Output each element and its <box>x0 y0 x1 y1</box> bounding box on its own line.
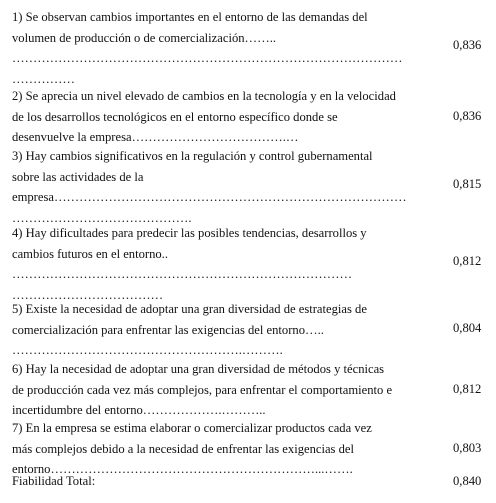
list-item-1-value: 0,836 <box>453 38 482 52</box>
list-item-3-value: 0,815 <box>453 177 482 191</box>
list-item-7-text: 7) En la empresa se estima elaborar o comercializar productos cada vez más complejos debido a la necesidad de enfrentar las exigencias del entorno………………………………………………………...……. <box>12 421 372 477</box>
list-item-2-value: 0,836 <box>453 109 482 123</box>
list-item-6-text: 6) Hay la necesidad de adoptar una gran diversidad de métodos y técnicas de producción cada vez más complejos, para enfrentar el comportamiento e incertidumbre del entorno……………….……….. <box>12 362 393 418</box>
list-item-1-text: 1) Se observan cambios importantes en el entorno de las demandas del volumen de producción o de comercialización…….. ………………………………………………………………………………… …………… <box>12 10 403 87</box>
total-reliability-label: Fiabilidad Total: <box>12 474 96 488</box>
list-item-5-text: 5) Existe la necesidad de adoptar una gran diversidad de estrategias de comercialización para enfrentar las exigencias del entorno….. ……………………………………………….………. <box>12 302 367 358</box>
list-item-6-value: 0,812 <box>453 382 482 396</box>
list-item-2-text: 2) Se aprecia un nivel elevado de cambios en la tecnología y en la velocidad de los desarrollos tecnológicos en el entorno específico donde se desenvuelve la empresa……………………………….… <box>12 89 396 145</box>
list-item-7-value: 0,803 <box>453 441 482 455</box>
total-reliability-value: 0,840 <box>453 474 482 488</box>
list-item-3-text: 3) Hay cambios significativos en la regulación y control gubernamental sobre las actividades de la empresa………………………………………………………………………… ……………………………………. <box>12 149 407 226</box>
list-item-5-value: 0,804 <box>453 321 482 335</box>
list-item-4-value: 0,812 <box>453 254 482 268</box>
list-item-4-text: 4) Hay dificultades para predecir las posibles tendencias, desarrollos y cambios futuros en el entorno.. ……………………………………………………………………… ……………………………… <box>12 226 367 303</box>
